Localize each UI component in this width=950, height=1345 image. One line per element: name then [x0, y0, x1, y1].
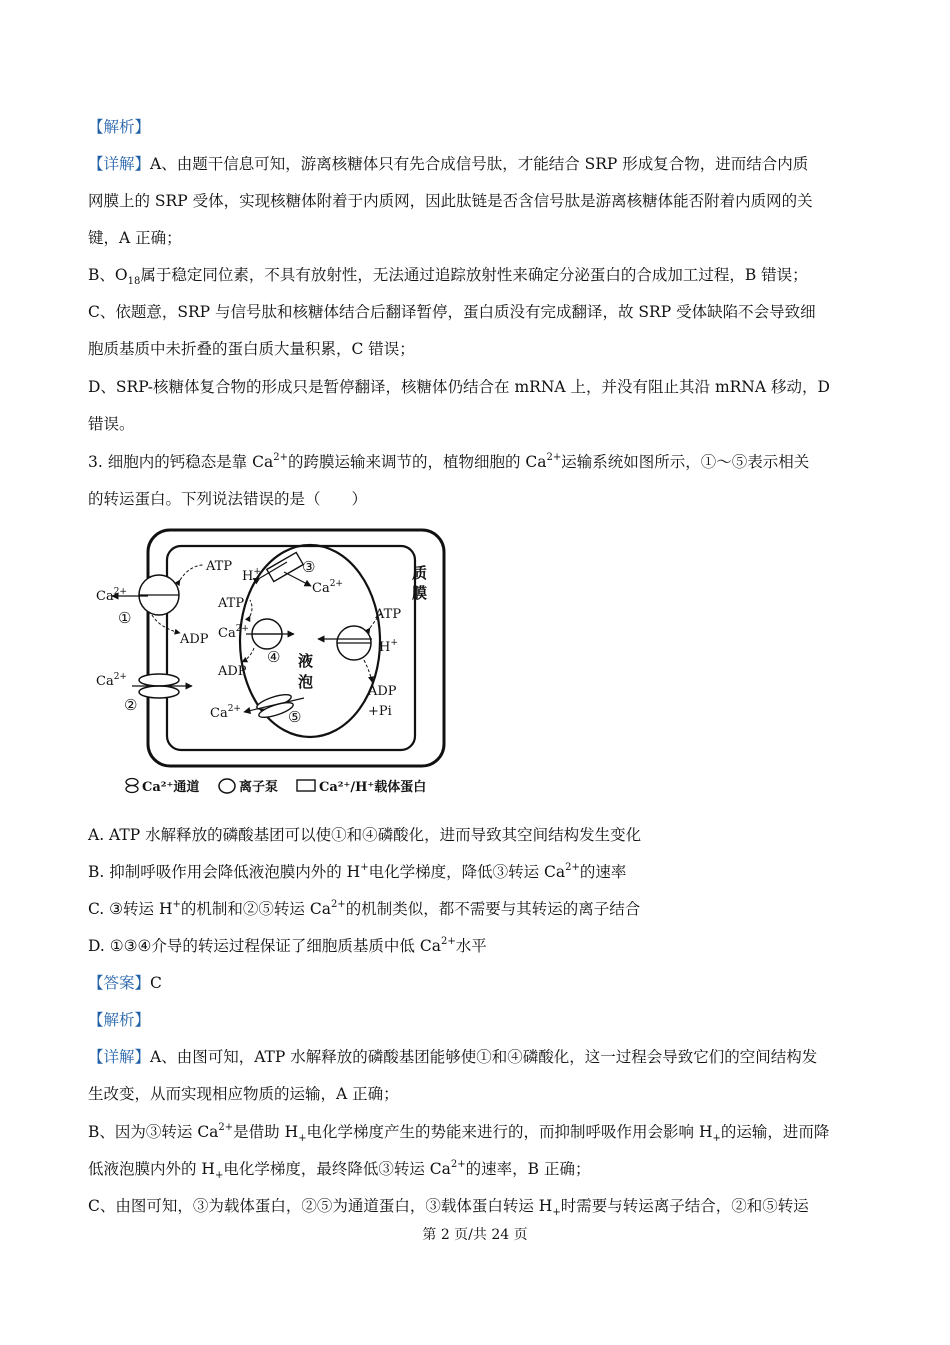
q3-stem-line1: 3. 细胞内的钙稳态是靠 $Ca^{2+}$的跨膜运输来调节的，植物细胞的 $Ca^{2+}$运输系统如图所示，①～⑤表示相关: [88, 451, 810, 471]
q3-answer: 【答案】C: [88, 974, 162, 992]
q3-option-a: A. ATP 水解释放的磷酸基团可以使①和④磷酸化，进而导致其空间结构发生变化: [88, 826, 642, 844]
calcium-transport-diagram: [92, 520, 452, 800]
number-3: ③: [302, 558, 316, 576]
legend-pump-icon: [219, 779, 235, 793]
h-label-carrier3: H+: [242, 567, 261, 584]
number-1: ①: [118, 609, 132, 627]
q3-detail-c-line1: C、由图可知，③为载体蛋白，②⑤为通道蛋白，③载体蛋白转运 $H_+$时需要与转运离子结合，②和⑤转运: [88, 1197, 809, 1219]
ca-label-channel2: $Ca^{2+}$: [96, 672, 127, 689]
adp-label-pump4: ADP: [218, 664, 247, 679]
legend-pump-label: 离子泵: [239, 780, 279, 795]
q2-detail-c-line1: C、依题意，SRP 与信号肽和核糖体结合后翻译暂停，蛋白质没有完成翻译，故 SRP 受体缺陷不会导致细: [88, 303, 816, 321]
atp-label-pump1: ATP: [206, 559, 233, 574]
ca-label-pump1: $Ca^{2+}$: [96, 587, 127, 604]
h-label-hpump: H+: [379, 638, 398, 655]
ca-label-channel5: $Ca^{2+}$: [210, 704, 241, 721]
q2-detail-d-line1: D、SRP-核糖体复合物的形成只是暂停翻译，核糖体仍结合在 mRNA 上，并没有阻止其沿 mRNA 移动，D: [88, 378, 830, 396]
q3-analysis-tag: 【解析】: [88, 1011, 151, 1029]
number-4: ④: [267, 648, 281, 666]
channel-2: [132, 674, 192, 698]
atp-label-pump4: ATP: [218, 596, 245, 611]
number-2: ②: [124, 696, 138, 714]
legend-channel-label: Ca²⁺通道: [142, 780, 200, 795]
q3-detail-a-line2: 生改变，从而实现相应物质的运输，A 正确；: [88, 1085, 399, 1103]
q2-detail-b: B、$O_{18}$属于稳定同位素，不具有放射性，无法通过追踪放射性来确定分泌蛋白的合成加工过程，B 错误；: [88, 266, 808, 288]
number-5: ⑤: [288, 708, 302, 726]
legend-channel-icon: [126, 779, 138, 786]
legend: [126, 779, 426, 796]
atp-label-hpump: ATP: [375, 607, 402, 622]
membrane-label-mo: 膜: [412, 584, 428, 602]
q2-analysis-tag: 【解析】: [88, 118, 151, 136]
q3-detail-a-line1: 【详解】A、由图可知，ATP 水解释放的磷酸基团能够使①和④磷酸化，这一过程会导致它们的空间结构发: [88, 1048, 818, 1066]
proton-pump: [318, 612, 382, 682]
adp-label-hpump: ADP: [368, 684, 397, 699]
q2-detail-d-line2: 错误。: [88, 415, 135, 433]
q3-stem-line2: 的转运蛋白。下列说法错误的是（ ）: [88, 490, 368, 508]
q3-detail-b-line2: 低液泡膜内外的 $H_+$电化学梯度，最终降低③转运 $Ca^{2+}$的速率，B 正确；: [88, 1158, 591, 1182]
q3-option-b: B. 抑制呼吸作用会降低液泡膜内外的 H+电化学梯度，降低③转运 $Ca^{2+}$的速率: [88, 861, 627, 881]
adp-label-pump1: ADP: [180, 632, 209, 647]
q2-detail-a-line2: 网膜上的 SRP 受体，实现核糖体附着于内质网，因此肽链是否含信号肽是游离核糖体能否附着内质网的关: [88, 192, 813, 210]
page-footer: 第 2 页/共 24 页: [422, 1227, 528, 1243]
q3-detail-b-line1: B、因为③转运 $Ca^{2+}$是借助 $H_+$电化学梯度产生的势能来进行的，而抑制呼吸作用会影响 $H_+$的运输，进而降: [88, 1121, 830, 1145]
q2-detail-a-line3: 键，A 正确；: [88, 229, 182, 247]
ca-label-carrier3: $Ca^{2+}$: [312, 579, 343, 596]
q3-option-c: C. ③转运 H+的机制和②⑤转运 $Ca^{2+}$的机制类似，都不需要与其转运的离子结合: [88, 898, 641, 918]
membrane-label-zhi: 质: [412, 564, 428, 582]
q3-option-d: D. ①③④介导的转运过程保证了细胞质基质中低 $Ca^{2+}$水平: [88, 935, 487, 955]
q2-detail-a-line1: 【详解】A、由题干信息可知，游离核糖体只有先合成信号肽，才能结合 SRP 形成复合物，进而结合内质: [88, 155, 809, 173]
legend-carrier-label: Ca²⁺/H⁺载体蛋白: [319, 780, 427, 795]
ca-label-pump4: $Ca^{2+}$: [218, 624, 249, 641]
pi-label-hpump: +Pi: [368, 704, 392, 719]
vacuole-label-pao: 泡: [298, 673, 314, 691]
q2-detail-c-line2: 胞质基质中未折叠的蛋白质大量积累，C 错误；: [88, 340, 415, 358]
vacuole-label-ye: 液: [298, 652, 314, 670]
legend-carrier-icon: [297, 780, 315, 791]
